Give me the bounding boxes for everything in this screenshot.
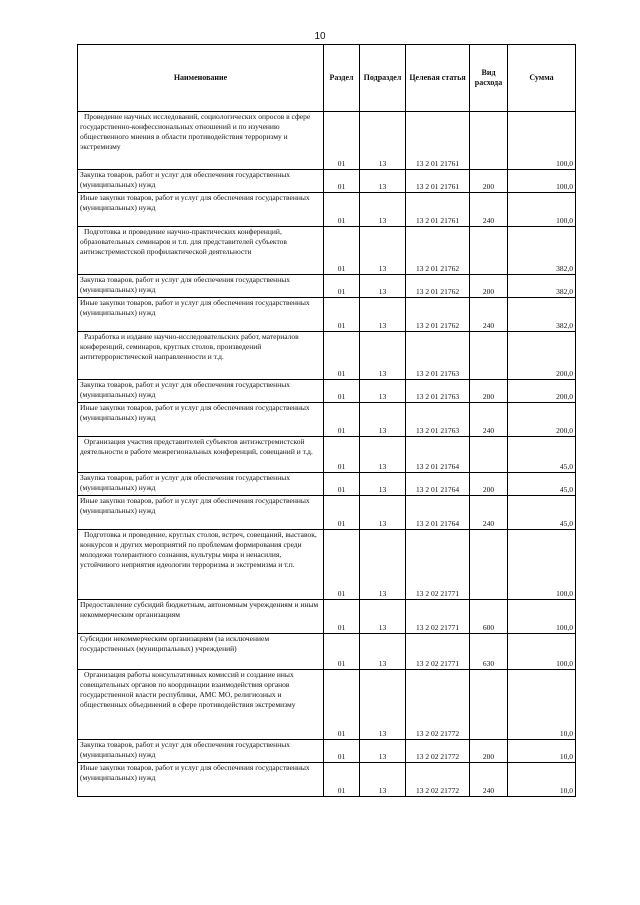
row-name: Закупка товаров, работ и услуг для обеспечения государственных (муниципальных) нужд [78,740,324,763]
table-row [78,298,576,332]
row-section: 01 [324,670,360,740]
table-row [78,275,576,298]
row-expense-type [470,332,508,380]
row-name: Закупка товаров, работ и услуг для обеспечения государственных (муниципальных) нужд [78,170,324,193]
row-expense-type: 200 [470,740,508,763]
column-header-target: Целевая статья [406,45,470,112]
row-section: 01 [324,530,360,600]
row-target: 13 2 01 21762 [406,227,470,275]
row-subsection: 13 [360,437,406,473]
row-section: 01 [324,227,360,275]
table-body [78,112,576,797]
row-section: 01 [324,496,360,530]
table-row [78,170,576,193]
row-expense-type: 240 [470,193,508,227]
row-target: 13 2 01 21761 [406,193,470,227]
row-name: Подготовка и проведение, круглых столов, встреч, совещаний, выставок, конкурсов и других мероприятий по проблемам формирования среди молодежи толерантного сознания, культуры мира и ненасилия, устойчивого неприятия идеологии терроризма и экстремизма и т.п. [78,530,324,600]
row-target: 13 2 01 21761 [406,112,470,170]
row-section: 01 [324,740,360,763]
row-target: 13 2 01 21764 [406,437,470,473]
row-target: 13 2 01 21763 [406,332,470,380]
row-name: Закупка товаров, работ и услуг для обеспечения государственных (муниципальных) нужд [78,473,324,496]
row-subsection: 13 [360,740,406,763]
row-subsection: 13 [360,227,406,275]
table-row [78,437,576,473]
row-section: 01 [324,403,360,437]
row-amount: 200,0 [508,332,576,380]
row-expense-type: 240 [470,763,508,797]
row-section: 01 [324,634,360,670]
row-target: 13 2 02 21771 [406,634,470,670]
row-amount: 200,0 [508,403,576,437]
row-name: Подготовка и проведение научно-практических конференций, образовательных семинаров и т.п. для представителей субъектов антиэкстремистской профилактической деятельности [78,227,324,275]
row-subsection: 13 [360,193,406,227]
row-subsection: 13 [360,332,406,380]
row-amount: 200,0 [508,380,576,403]
table-row [78,227,576,275]
row-expense-type: 200 [470,275,508,298]
table-row [78,112,576,170]
row-amount: 100,0 [508,600,576,634]
row-section: 01 [324,380,360,403]
row-subsection: 13 [360,170,406,193]
row-target: 13 2 01 21764 [406,473,470,496]
row-expense-type: 240 [470,403,508,437]
row-name: Иные закупки товаров, работ и услуг для обеспечения государственных (муниципальных) нужд [78,763,324,797]
row-name: Разработка и издание научно-исследовательских работ, материалов конференций, семинаров, круглых столов, произведений антитеррористической направленности и т.д. [78,332,324,380]
row-target: 13 2 02 21772 [406,763,470,797]
table-row [78,634,576,670]
row-subsection: 13 [360,763,406,797]
row-amount: 382,0 [508,227,576,275]
column-header-section: Раздел [324,45,360,112]
row-expense-type [470,437,508,473]
table-row [78,530,576,600]
row-name: Иные закупки товаров, работ и услуг для обеспечения государственных (муниципальных) нужд [78,298,324,332]
row-target: 13 2 01 21761 [406,170,470,193]
table-row [78,740,576,763]
column-header-expense-type: Вид расхода [470,45,508,112]
row-section: 01 [324,275,360,298]
row-amount: 100,0 [508,530,576,600]
row-amount: 100,0 [508,193,576,227]
row-amount: 45,0 [508,437,576,473]
row-target: 13 2 02 21772 [406,740,470,763]
row-name: Закупка товаров, работ и услуг для обеспечения государственных (муниципальных) нужд [78,275,324,298]
table-row [78,600,576,634]
row-section: 01 [324,763,360,797]
row-subsection: 13 [360,380,406,403]
row-amount: 10,0 [508,740,576,763]
budget-table [77,44,576,797]
row-expense-type: 200 [470,473,508,496]
row-expense-type [470,670,508,740]
column-header-subsection: Подраздел [360,45,406,112]
table-row [78,380,576,403]
row-target: 13 2 01 21763 [406,403,470,437]
row-subsection: 13 [360,600,406,634]
row-target: 13 2 02 21772 [406,670,470,740]
row-target: 13 2 02 21771 [406,530,470,600]
row-amount: 100,0 [508,112,576,170]
row-amount: 45,0 [508,496,576,530]
table-row [78,403,576,437]
row-target: 13 2 02 21771 [406,600,470,634]
row-expense-type: 240 [470,496,508,530]
row-section: 01 [324,473,360,496]
row-subsection: 13 [360,403,406,437]
row-subsection: 13 [360,496,406,530]
table-row [78,332,576,380]
row-amount: 100,0 [508,170,576,193]
table-row [78,670,576,740]
row-target: 13 2 01 21762 [406,298,470,332]
row-section: 01 [324,170,360,193]
column-header-name: Наименование [78,45,324,112]
row-expense-type: 600 [470,600,508,634]
row-subsection: 13 [360,473,406,496]
table-header-row [78,45,576,112]
row-subsection: 13 [360,530,406,600]
row-name: Иные закупки товаров, работ и услуг для обеспечения государственных (муниципальных) нужд [78,403,324,437]
row-section: 01 [324,437,360,473]
row-name: Субсидии некоммерческим организациям (за исключением государственных (муниципальных) учреждений) [78,634,324,670]
row-amount: 382,0 [508,298,576,332]
row-amount: 10,0 [508,670,576,740]
row-name: Организация работы консультативных комиссий и создание иных совещательных органов по координации взаимодействия органов государственной власти республики, АМС МО, религиозных и общественных объединений в сфере противодействия экстремизму [78,670,324,740]
row-target: 13 2 01 21762 [406,275,470,298]
row-amount: 100,0 [508,634,576,670]
row-subsection: 13 [360,298,406,332]
column-header-amount: Сумма [508,45,576,112]
table-row [78,193,576,227]
row-section: 01 [324,332,360,380]
row-amount: 382,0 [508,275,576,298]
row-name: Предоставление субсидий бюджетным, автономным учреждениям и иным некоммерческим организациям [78,600,324,634]
row-section: 01 [324,298,360,332]
row-subsection: 13 [360,634,406,670]
row-amount: 45,0 [508,473,576,496]
row-expense-type: 240 [470,298,508,332]
row-target: 13 2 01 21764 [406,496,470,530]
row-amount: 10,0 [508,763,576,797]
row-section: 01 [324,600,360,634]
row-expense-type [470,530,508,600]
row-section: 01 [324,112,360,170]
row-name: Организация участия представителей субъектов антиэкстремистской деятельности в работе межрегиональных конференций, совещаний и т.д. [78,437,324,473]
table-row [78,473,576,496]
row-name: Иные закупки товаров, работ и услуг для обеспечения государственных (муниципальных) нужд [78,496,324,530]
row-expense-type: 200 [470,170,508,193]
row-subsection: 13 [360,112,406,170]
row-name: Закупка товаров, работ и услуг для обеспечения государственных (муниципальных) нужд [78,380,324,403]
row-subsection: 13 [360,275,406,298]
row-expense-type: 200 [470,380,508,403]
row-name: Иные закупки товаров, работ и услуг для обеспечения государственных (муниципальных) нужд [78,193,324,227]
page-number: 10 [314,31,326,42]
row-expense-type [470,112,508,170]
row-name: Проведение научных исследований, социологических опросов в сфере государственно-конфессиональных отношений и по изучению общественного мнения в области противодействия терроризму и экстремизму [78,112,324,170]
table-row [78,496,576,530]
table-row [78,763,576,797]
row-target: 13 2 01 21763 [406,380,470,403]
row-subsection: 13 [360,670,406,740]
row-expense-type [470,227,508,275]
row-expense-type: 630 [470,634,508,670]
row-section: 01 [324,193,360,227]
